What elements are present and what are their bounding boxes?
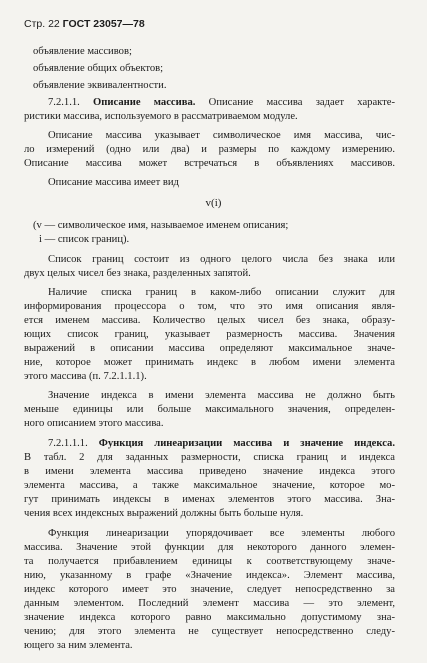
text-line: Значение индекса в имени элемента массива не должно быть	[48, 390, 395, 401]
section-title: Описание массива.	[93, 97, 196, 108]
text-line: меньше единицы или больше максимального значения, определен-	[24, 404, 395, 415]
text-line: гут принимать индексы в именах элементов этого массива. Зна-	[24, 494, 395, 505]
list-item: объявление эквивалентности.	[33, 80, 167, 91]
text-line: В табл. 2 для заданных размерности, списка границ и индекса	[24, 452, 395, 463]
text-line: Функция линеаризации упорядочивает все элементы любого	[48, 528, 395, 539]
legend-line: i — список границ).	[39, 234, 130, 245]
text-line: массива. Значение этой функции для некоторого данного элемен-	[24, 542, 395, 553]
section-heading-line	[48, 96, 395, 109]
text-line: ного описанием этого массива.	[24, 418, 164, 429]
section-title: Функция линеаризации массива и значение индекса.	[98, 438, 395, 449]
text-line: чения всех индексных выражений должны быть больше нуля.	[24, 508, 304, 519]
text-line: этого массива (п. 7.2.1.1.1).	[24, 371, 147, 382]
text-line: элемента массива, а также максимальное значение, которое мо-	[24, 480, 395, 491]
formula: v(i)	[205, 197, 222, 209]
text-line: Описание массива указывает символическое имя массива, чис-	[48, 130, 395, 141]
text-line: Описание массива может встречаться в объявлениях массивов.	[24, 158, 395, 169]
text-line: ристики массива, используемого в рассматриваемом модуле.	[24, 111, 298, 122]
text-line: чению; для этого элемента не существует непосредственно следу-	[24, 626, 395, 637]
standard-code: ГОСТ 23057—78	[62, 18, 145, 30]
page-number: Стр. 22	[24, 18, 60, 30]
text-line: Наличие списка границ в каком-либо описании служит для	[48, 287, 395, 298]
page-header	[24, 18, 145, 30]
section-number: 7.2.1.1.	[48, 97, 80, 108]
text-line: ло измерений (одно или два) и размеры по каждому измерению.	[24, 144, 395, 155]
text-line: нию, указанному в графе «Значение индекса». Элемент массива,	[24, 570, 395, 581]
text-line: Описание массива имеет вид	[48, 177, 179, 188]
list-item: объявление массивов;	[33, 46, 132, 57]
section-number: 7.2.1.1.1.	[48, 438, 88, 449]
text-line: Список границ состоит из одного целого числа без знака или	[48, 254, 395, 265]
text-line: значение индекса которого равно максимально допустимому зна-	[24, 612, 395, 623]
text-line: ется именем массива. Количество целых чисел без знака, образу-	[24, 315, 395, 326]
text-line: информирования процессора о том, что это имя описания явля-	[24, 301, 395, 312]
text-line: двух целых чисел без знака, разделенных запятой.	[24, 268, 251, 279]
text-line: та получается прибавлением единицы к соответствующему значе-	[24, 556, 395, 567]
text-line: выражений в описании массива определяют максимальное значе-	[24, 343, 395, 354]
text-line: ние, которое может принимать индекс в любом имени элемента	[24, 357, 395, 368]
section-heading-line	[48, 437, 395, 450]
legend-line: (v — символическое имя, называемое именем описания;	[33, 220, 289, 231]
text-line: Описание массива задает характе-	[208, 97, 395, 108]
text-line: в имени элемента массива приведено значение индекса этого	[24, 466, 395, 477]
text-line: ющих список границ, указывает размерность массива. Значения	[24, 329, 395, 340]
list-item: объявление общих объектов;	[33, 63, 164, 74]
text-line: данным элементом. Последний элемент массива — это элемент,	[24, 598, 395, 609]
text-line: ющего за ним элемента.	[24, 640, 133, 651]
text-line: индекс которого имеет это значение, следует непосредственно за	[24, 584, 395, 595]
